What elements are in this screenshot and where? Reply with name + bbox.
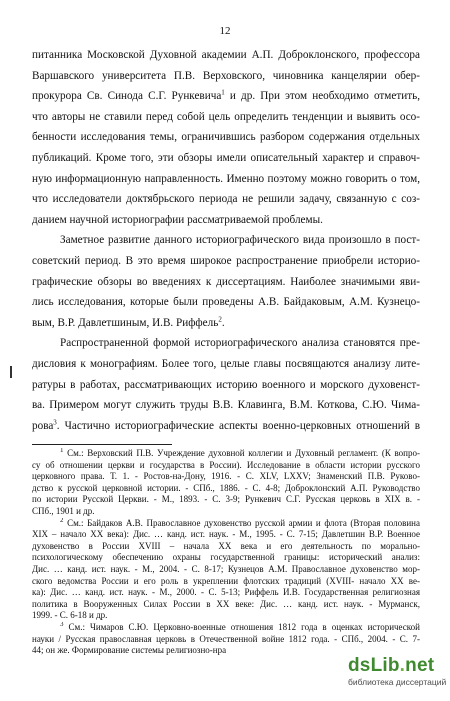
- text-line: публикаций. Кроме того, эти обзоры имели описательный характер и справоч-: [32, 151, 420, 164]
- text-line: ва. Примером могут служить труды В.В. Клавинга, В.М. Коткова, С.Ю. Чима-: [32, 399, 420, 412]
- text-line: [32, 86, 420, 107]
- paragraph-3: [32, 333, 420, 436]
- text-line: дисловия к монографиям. Более того, целые главы посвящаются анализу лите-: [32, 357, 420, 370]
- logo-text: dsLib: [348, 655, 400, 676]
- footnote-marker: 3: [60, 621, 64, 628]
- logo-dot: .: [399, 655, 406, 676]
- text-fragment: и др. При этом необходимо отметить,: [224, 90, 420, 103]
- footnote-line: науки / Русская православная церковь в Отечественной войне 1812 года. - СПб., 2004. - С. 7-: [32, 633, 420, 644]
- footnote-ref[interactable]: 2: [218, 314, 222, 323]
- footnote-ref[interactable]: 3: [53, 417, 57, 426]
- footnote-line: 1999. - С. 6-18 и др.: [32, 610, 108, 621]
- footnote-line: Дис. … канд. ист. наук. - М., 2004. - С. 8-17; Кузнецов А.М. Православное духовенство мор-: [32, 563, 420, 574]
- margin-mark: [10, 366, 12, 378]
- text-line: ную информационную направленность. Именно поэтому можно говорить о том,: [32, 172, 420, 185]
- text-fragment: вым, В.Р. Давлетшиным, И.В. Риффель: [32, 316, 219, 329]
- footnote-3: [32, 622, 420, 657]
- footnote-1: [32, 448, 420, 518]
- footnote-2: [32, 518, 420, 622]
- footnote-line: [32, 622, 420, 634]
- text-line: ратуры в работах, рассматривающих историю военного и морского духовенст-: [32, 378, 420, 391]
- text-fragment: См.: Чимаров С.Ю. Церковно-военные отношения 1812 года в оценках исторической: [63, 621, 420, 632]
- text-line: питанника Московской Духовной академии А.П. Доброклонского, профессора: [32, 49, 420, 61]
- text-line: что авторы не ставили перед собой цель определить тенденции и выявить осо-: [32, 110, 420, 123]
- text-fragment: См.: Байдаков А.В. Православное духовенство русской армии и флота (Вторая половина: [63, 517, 420, 528]
- footnote-line: [32, 448, 420, 460]
- footnote-line: психологическому обеспечению охраны государственной границы: исторический анализ:: [32, 552, 420, 563]
- footnote-line: по истории Русской Церкви. - М., 1893. - С. 3-9; Рункевич С.Г. Русская церковь в XIX в. -: [32, 494, 420, 505]
- text-line: графические обзоры во введениях к диссертациям. Наиболее значимыми яви-: [32, 275, 420, 288]
- footnote-line: XIX – начало XX века): Дис. … канд. ист. наук. - М., 1995. - С. 7-15; Давлетшин В.Р. Военное: [32, 529, 420, 540]
- text-line: что исследователи доктябрьского периода не решили задачу, связанную с соз-: [32, 193, 420, 206]
- paragraph-2: [32, 230, 420, 333]
- footnote-line: 44; он же. Формирование системы религиозно-нра: [32, 645, 227, 656]
- footnote-ref[interactable]: 1: [221, 88, 225, 97]
- footnote-line: [32, 518, 420, 530]
- paragraph-1: [32, 45, 420, 230]
- text-fragment: .: [221, 316, 225, 329]
- footnote-line: церковного права. Т. 1. - Ростов-на-Дону, 1916. - С. XLV, LXXV; Знаменский П.В. Руково-: [32, 471, 420, 482]
- text-fragment: рова: [32, 419, 54, 432]
- footnotes: [32, 448, 420, 657]
- footnote-line: СПб., 1901 и др.: [32, 505, 95, 516]
- text-line: [32, 313, 420, 334]
- text-line: советский период. В это время широкое распространение приобрели историо-: [32, 254, 420, 267]
- footnote-line: ского ведомства России и его роль в укреплении флотских традиций (XVIII- начало XX ве-: [32, 575, 420, 586]
- text-line: Распространенной формой историографического анализа становятся пре-: [60, 337, 420, 350]
- text-line: Заметное развитие данного историографического вида произошло в пост-: [60, 234, 420, 247]
- footnote-divider: [32, 444, 172, 445]
- footnote-line: ка): Дис. … канд. ист. наук. - М., 2000. - С. 5-13; Риффель И.В. Государственная религиозная: [32, 587, 420, 598]
- text-line: [32, 416, 420, 437]
- watermark-subtitle: библиотека диссертаций: [348, 677, 447, 687]
- dslib-watermark[interactable]: [348, 655, 447, 697]
- text-fragment: .: [56, 419, 65, 432]
- text-fragment: Частично историографические аспекты военно-церковных отношений в: [64, 419, 420, 432]
- footnote-line: дство к русской церковной истории. - СПб., 1886. - С. 4-8; Доброклонский А.П. Руководство: [32, 482, 420, 493]
- footnote-line: духовенство в России XVIII – начала XX века и его деятельность по морально-: [32, 540, 420, 551]
- text-line: Варшавского университета П.В. Верховского, чиновника канцелярии обер-: [32, 69, 420, 82]
- text-fragment: прокурора Св. Синода С.Г. Рункевича: [32, 90, 222, 103]
- dslib-logo: [348, 655, 444, 677]
- text-line: бенности исследования темы, ограничившись разбором содержания отдельных: [32, 131, 420, 144]
- footnote-marker: 1: [60, 448, 64, 454]
- footnote-line: су об отношении церкви и государства в России). Исследование в области истории русского: [32, 459, 420, 470]
- body-text: [32, 45, 420, 436]
- text-fragment: См.: Верховский П.В. Учреждение духовной коллегии и Духовный регламент. (К вопро-: [63, 448, 420, 458]
- logo-tld: net: [405, 655, 435, 676]
- text-line: лись исследования, которые были проведены А.В. Байдаковым, А.М. Кузнецо-: [32, 296, 420, 309]
- footnote-line: политика в Вооруженных Силах России в XX веке: Дис. … канд. ист. наук. - Мурманск,: [32, 598, 420, 609]
- footnote-marker: 2: [60, 517, 64, 524]
- text-line: данием научной историографии рассматриваемой проблемы.: [32, 213, 323, 226]
- page-number: 12: [219, 25, 231, 37]
